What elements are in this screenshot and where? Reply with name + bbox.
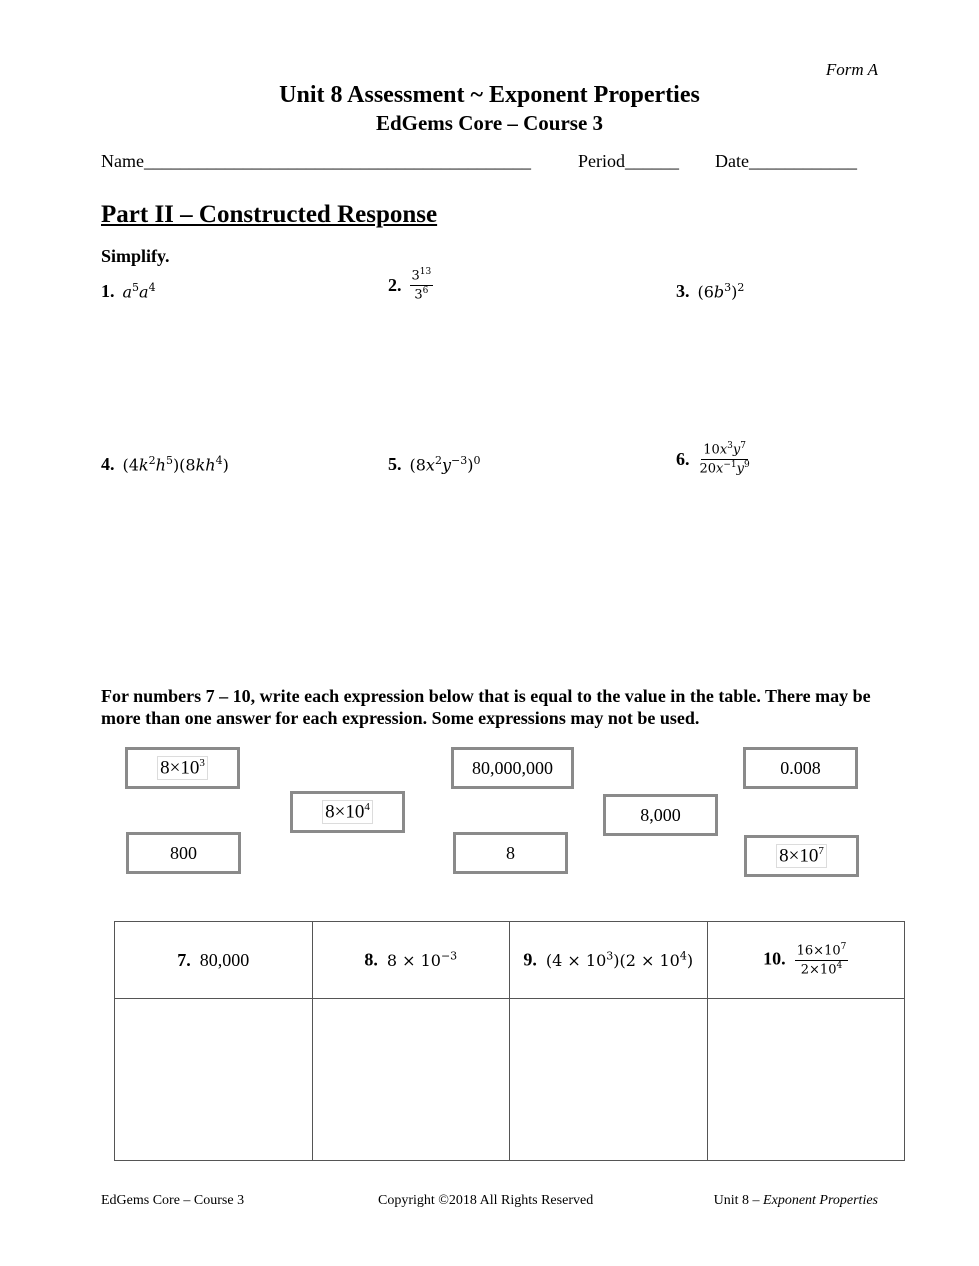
word-bank-box bbox=[744, 835, 859, 877]
word-bank-box bbox=[125, 747, 240, 789]
period-field[interactable]: Period______ bbox=[578, 151, 679, 171]
problem-number: 4. bbox=[101, 454, 115, 474]
form-label: Form A bbox=[825, 60, 878, 79]
word-bank-box bbox=[743, 747, 858, 789]
problem-4 bbox=[101, 454, 229, 475]
word-bank-box bbox=[453, 832, 568, 874]
box-expression: $8\times 10^3$ bbox=[157, 756, 208, 780]
table-header-cell: 10. $\frac{16\times 10^7}{2\times 10^4}$ bbox=[707, 922, 905, 999]
word-bank-box bbox=[290, 791, 405, 833]
footer-copyright: Copyright ©2018 All Rights Reserved bbox=[378, 1193, 594, 1208]
problem-expression: $(6b^3)^2$ bbox=[697, 281, 745, 302]
box-expression: $8\times 10^4$ bbox=[322, 800, 373, 824]
box-value: 800 bbox=[170, 842, 197, 863]
answer-cell-8[interactable] bbox=[312, 999, 510, 1161]
problem-5 bbox=[388, 454, 480, 475]
page-title: Unit 8 Assessment ~ Exponent Properties bbox=[279, 82, 700, 108]
answer-table bbox=[114, 921, 905, 1161]
word-bank-box bbox=[126, 832, 241, 874]
table-header-cell: 7. 80,000 bbox=[115, 922, 313, 999]
name-field[interactable]: Name___________________________________________ bbox=[101, 151, 531, 171]
problem-number: 5. bbox=[388, 454, 402, 474]
problem-expression: $\frac{3^{13}}{3^6}$ bbox=[411, 267, 432, 302]
problem-expression: $(8x^2y^{-3})^0$ bbox=[409, 454, 481, 475]
problem-1 bbox=[101, 281, 156, 302]
page-subtitle: EdGems Core – Course 3 bbox=[375, 111, 604, 135]
box-value: 8 bbox=[506, 842, 515, 863]
table-header-cell: 8. $8 \times 10^{-3}$ bbox=[312, 922, 510, 999]
problem-number: 1. bbox=[101, 281, 115, 301]
footer-right: Unit 8 – Exponent Properties bbox=[713, 1193, 878, 1208]
word-bank-box bbox=[451, 747, 574, 789]
box-value: 8,000 bbox=[640, 804, 681, 825]
instructions: For numbers 7 – 10, write each expression below that is equal to the value in the table. There may be more than one answer for each expression. Some expressions may not be used. bbox=[101, 686, 871, 728]
answer-cell-10[interactable] bbox=[707, 999, 905, 1161]
box-expression: $8\times 10^7$ bbox=[776, 844, 827, 868]
problem-number: 3. bbox=[676, 281, 690, 301]
word-bank-box bbox=[603, 794, 718, 836]
problem-expression: $(4k^2h^5)(8kh^4)$ bbox=[122, 454, 229, 475]
answer-cell-7[interactable] bbox=[115, 999, 313, 1161]
problem-3 bbox=[676, 281, 744, 302]
simplify-label: Simplify. bbox=[101, 246, 170, 266]
table-answer-row bbox=[115, 999, 905, 1161]
problem-expression: $a^5a^4$ bbox=[122, 281, 156, 302]
problem-6 bbox=[676, 442, 752, 476]
answer-cell-9[interactable] bbox=[510, 999, 708, 1161]
problem-expression: $\frac{10x^3y^7}{20x^{-1}y^9}$ bbox=[699, 441, 750, 476]
date-field[interactable]: Date____________ bbox=[715, 151, 857, 171]
problem-number: 2. bbox=[388, 274, 402, 295]
box-value: 80,000,000 bbox=[472, 757, 553, 778]
footer-left: EdGems Core – Course 3 bbox=[101, 1193, 245, 1208]
problem-number: 6. bbox=[676, 448, 690, 469]
part-heading: Part II – Constructed Response bbox=[101, 201, 438, 228]
table-header-row bbox=[115, 922, 905, 999]
problem-2 bbox=[388, 268, 433, 302]
table-header-cell: 9. $(4 \times 10^3)(2 \times 10^4)$ bbox=[510, 922, 708, 999]
box-value: 0.008 bbox=[780, 757, 821, 778]
